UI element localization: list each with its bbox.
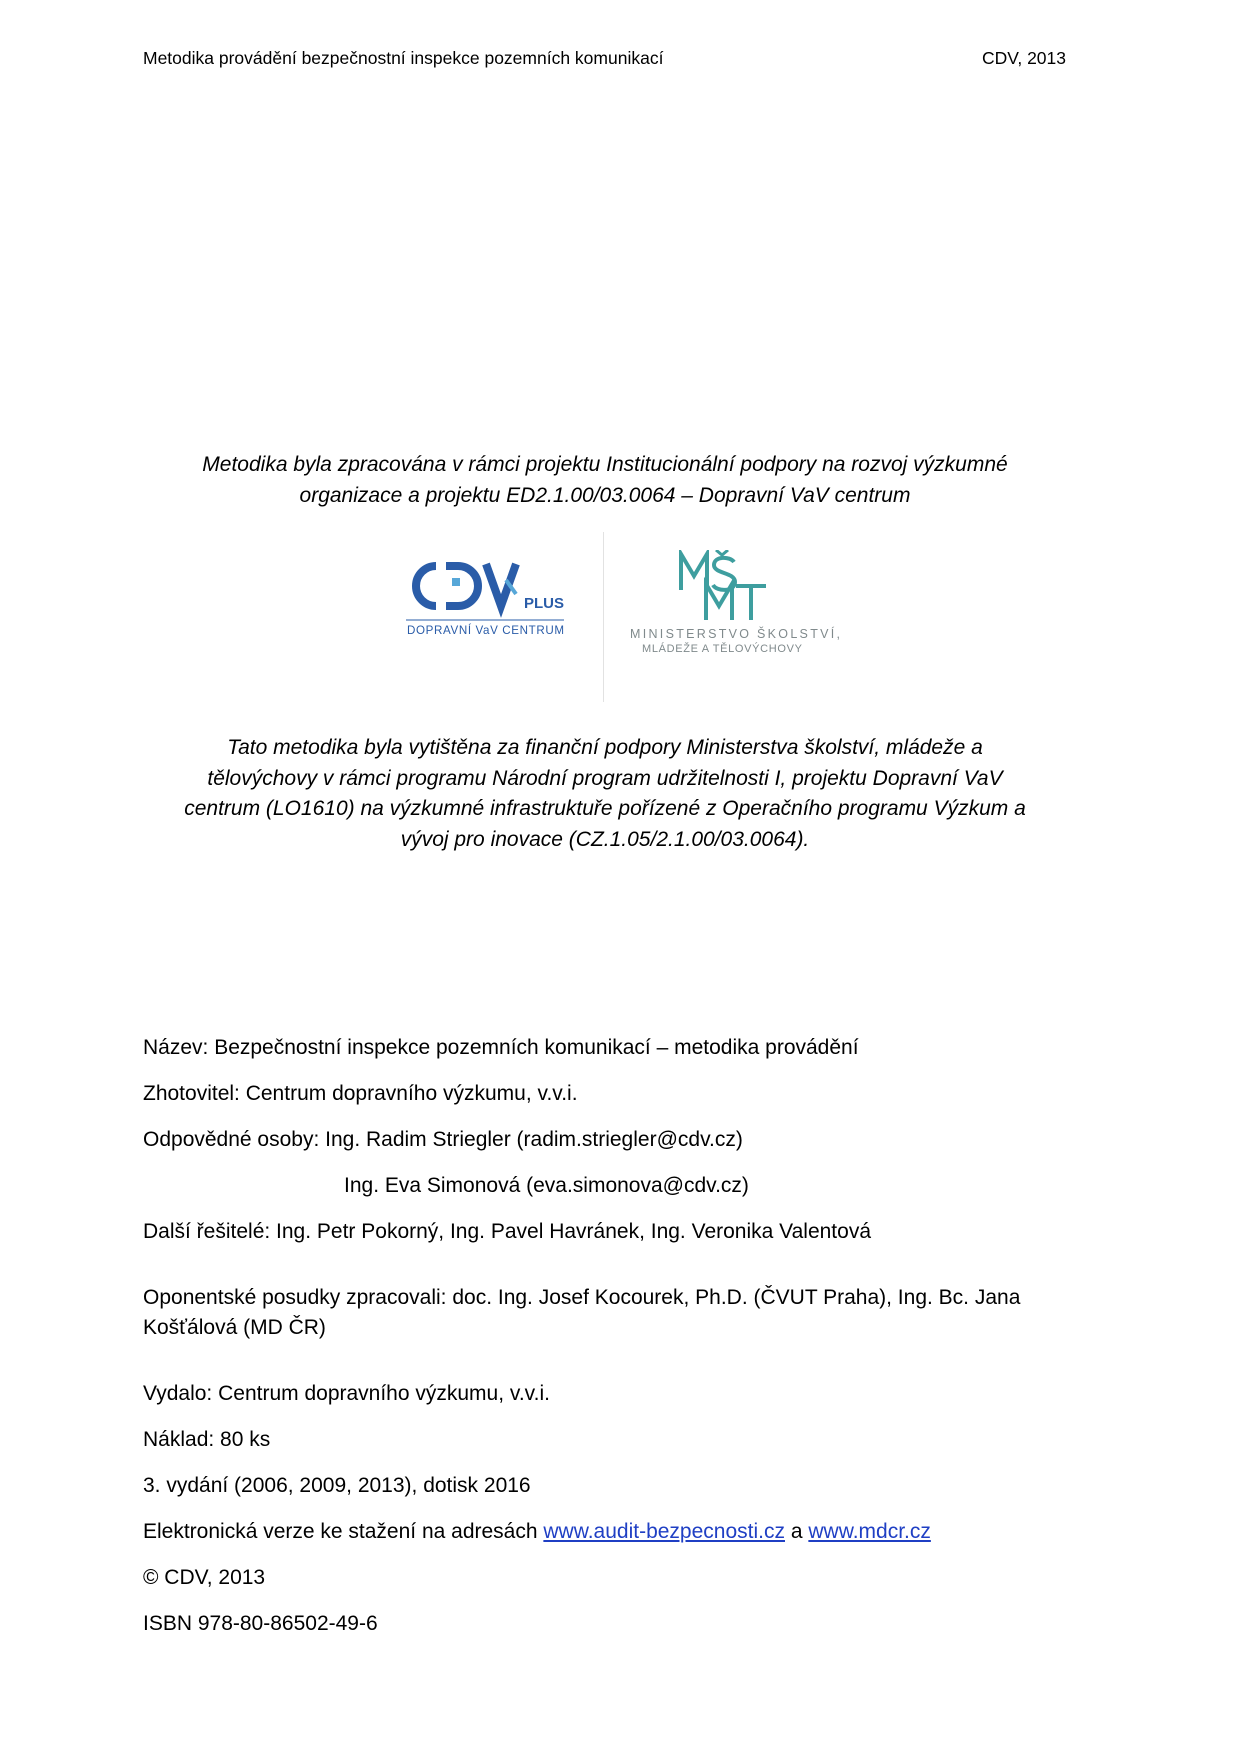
colophon-reviews-line2: Košťálová (MD ČR) xyxy=(143,1316,326,1339)
intro-note xyxy=(143,450,1067,511)
msmt-logo xyxy=(626,550,846,655)
msmt-logo-line2: MLÁDEŽE A TĚLOVÝCHOVY xyxy=(642,643,802,655)
colophon-publisher: Vydalo: Centrum dopravního výzkumu, v.v.i. xyxy=(143,1382,550,1405)
msmt-logo-line1: MINISTERSTVO ŠKOLSTVÍ, xyxy=(630,627,840,641)
print-note-line: vývoj pro inovace (CZ.1.05/2.1.00/03.0064). xyxy=(400,827,810,851)
colophon-responsible-1: Odpovědné osoby: Ing. Radim Striegler (radim.striegler@cdv.cz) xyxy=(143,1128,743,1151)
msmt-logo-caron xyxy=(716,550,728,555)
print-note-line: Tato metodika byla vytištěna za finanční podpory Ministerstva školství, mládeže a xyxy=(227,736,983,759)
colophon-edition: 3. vydání (2006, 2009, 2013), dotisk 2016 xyxy=(143,1474,531,1497)
print-note-line: tělovýchovy v rámci programu Národní program udržitelnosti I, projektu Dopravní VaV xyxy=(207,766,1003,790)
cdv-logo-square-accent xyxy=(452,578,460,586)
msmt-logo-letter-t xyxy=(736,586,766,620)
cdv-logo-letter-d xyxy=(446,566,478,606)
cdv-logo-letter-c xyxy=(416,566,436,606)
print-funding-note xyxy=(143,733,1067,855)
link-mdcr[interactable]: www.mdcr.cz xyxy=(808,1520,931,1543)
colophon-contractor: Zhotovitel: Centrum dopravního výzkumu, v.v.i. xyxy=(143,1082,578,1105)
link-audit-bezpecnosti[interactable]: www.audit-bezpecnosti.cz xyxy=(543,1520,785,1543)
cdv-logo-plus-text: PLUS xyxy=(524,595,565,612)
intro-note-line: organizace a projektu ED2.1.00/03.0064 – Dopravní VaV centrum xyxy=(299,483,911,507)
logo-divider xyxy=(603,532,604,702)
colophon-other-solvers: Další řešitelé: Ing. Petr Pokorný, Ing. Pavel Havránek, Ing. Veronika Valentová xyxy=(143,1220,871,1243)
colophon-print-run: Náklad: 80 ks xyxy=(143,1428,271,1451)
download-join: a xyxy=(785,1520,809,1543)
colophon-responsible-2: Ing. Eva Simonová (eva.simonova@cdv.cz) xyxy=(344,1174,749,1197)
colophon-download xyxy=(143,1517,1083,1547)
running-header-title: Metodika provádění bezpečnostní inspekce pozemních komunikací xyxy=(143,48,664,68)
running-header-org-year: CDV, 2013 xyxy=(982,48,1066,68)
colophon-copyright: © CDV, 2013 xyxy=(143,1566,266,1589)
download-prefix: Elektronická verze ke stažení na adresách xyxy=(143,1520,544,1543)
colophon-isbn: ISBN 978-80-86502-49-6 xyxy=(143,1612,378,1635)
intro-note-line: Metodika byla zpracována v rámci projektu Institucionální podpory na rozvoj výzkumné xyxy=(202,453,1008,476)
cdv-plus-logo xyxy=(406,558,566,642)
print-note-line: centrum (LO1610) na výzkumné infrastruktuře pořízené z Operačního programu Výzkum a xyxy=(184,797,1026,820)
cdv-logo-subtitle: DOPRAVNÍ VaV CENTRUM xyxy=(407,624,564,637)
colophon-title: Název: Bezpečnostní inspekce pozemních komunikací – metodika provádění xyxy=(143,1036,859,1059)
msmt-logo-letter-m1 xyxy=(681,554,707,590)
colophon-reviews-line1: Oponentské posudky zpracovali: doc. Ing. Josef Kocourek, Ph.D. (ČVUT Praha), Ing. Bc. Jana xyxy=(143,1286,1021,1309)
